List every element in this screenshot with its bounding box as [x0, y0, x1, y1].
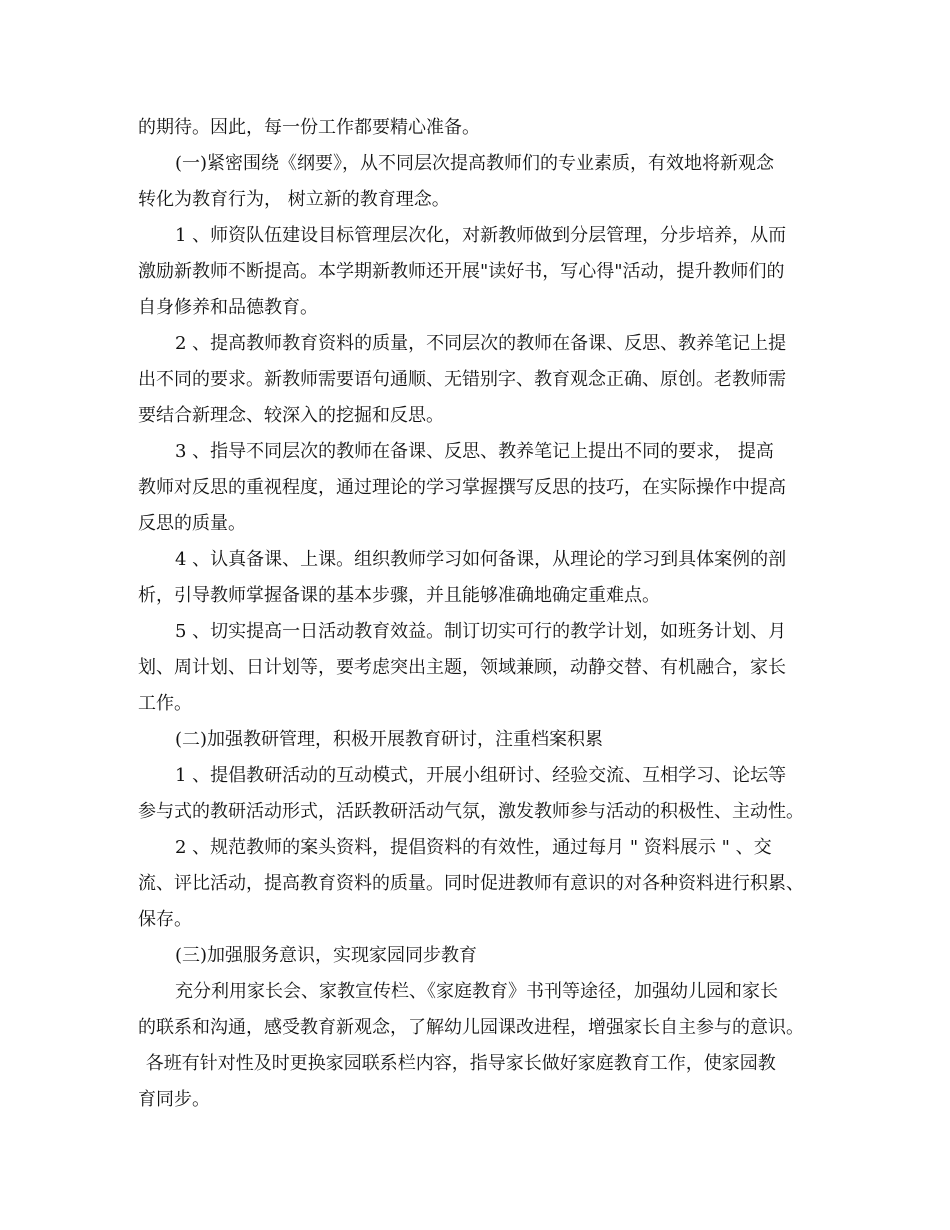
text-line: 的联系和沟通，感受教育新观念，了解幼儿园课改进程，增强家长自主参与的意识。	[138, 1017, 804, 1038]
text-line: 各班有针对性及时更换家园联系栏内容，指导家长做好家庭教育工作，使家园教	[140, 1053, 776, 1074]
text-line: 流、评比活动，提高教育资料的质量。同时促进教师有意识的对各种资料进行积累、	[138, 873, 804, 894]
text-line: 激励新教师不断提高。本学期新教师还开展"读好书，写心得"活动，提升教师们的	[138, 261, 785, 282]
text-line: 出不同的要求。新教师需要语句通顺、无错别字、教育观念正确、原创。老教师需	[138, 369, 786, 390]
text-line: 划、周计划、日计划等，要考虑突出主题，领域兼顾，动静交替、有机融合，家长	[138, 657, 786, 678]
text-line: 4 、认真备课、上课。组织教师学习如何备课，从理论的学习到具体案例的剖	[175, 549, 787, 570]
text-line: 要结合新理念、较深入的挖掘和反思。	[138, 405, 444, 426]
text-line: 参与式的教研活动形式，活跃教研活动气氛，激发教师参与活动的积极性、主动性。	[138, 801, 804, 822]
text-line: 充分利用家长会、家教宣传栏、《家庭教育》书刊等途径，加强幼儿园和家长	[175, 981, 778, 1002]
text-line: 转化为教育行为， 树立新的教育理念。	[138, 189, 450, 210]
section-heading-3: (三)加强服务意识，实现家园同步教育	[175, 945, 478, 966]
text-line: 析，引导教师掌握备课的基本步骤，并且能够准确地确定重难点。	[138, 585, 660, 606]
text-line: 1 、提倡教研活动的互动模式，开展小组研讨、经验交流、互相学习、论坛等	[175, 765, 787, 786]
section-heading-1: (一)紧密围绕《纲要》，从不同层次提高教师们的专业素质，有效地将新观念	[175, 153, 775, 174]
text-line: 3 、指导不同层次的教师在备课、反思、教养笔记上提出不同的要求， 提高	[175, 441, 774, 462]
text-line: 育同步。	[138, 1089, 210, 1110]
text-line: 5 、切实提高一日活动教育效益。制订切实可行的教学计划，如班务计划、月	[175, 621, 787, 642]
text-line: 保存。	[138, 909, 192, 930]
text-line: 教师对反思的重视程度，通过理论的学习掌握撰写反思的技巧，在实际操作中提高	[138, 477, 786, 498]
text-line: 1 、师资队伍建设目标管理层次化，对新教师做到分层管理，分步培养，从而	[175, 225, 787, 246]
text-line: 的期待。因此，每一份工作都要精心准备。	[138, 117, 480, 138]
text-line: 自身修养和品德教育。	[138, 297, 318, 318]
text-line: 工作。	[138, 693, 192, 714]
section-heading-2: (二)加强教研管理，积极开展教育研讨，注重档案积累	[175, 729, 604, 750]
text-line: 2 、规范教师的案头资料，提倡资料的有效性，通过每月 " 资料展示 " 、交	[175, 837, 772, 858]
text-line: 2 、提高教师教育资料的质量，不同层次的教师在备课、反思、教养笔记上提	[175, 333, 787, 354]
text-line: 反思的质量。	[138, 513, 246, 534]
